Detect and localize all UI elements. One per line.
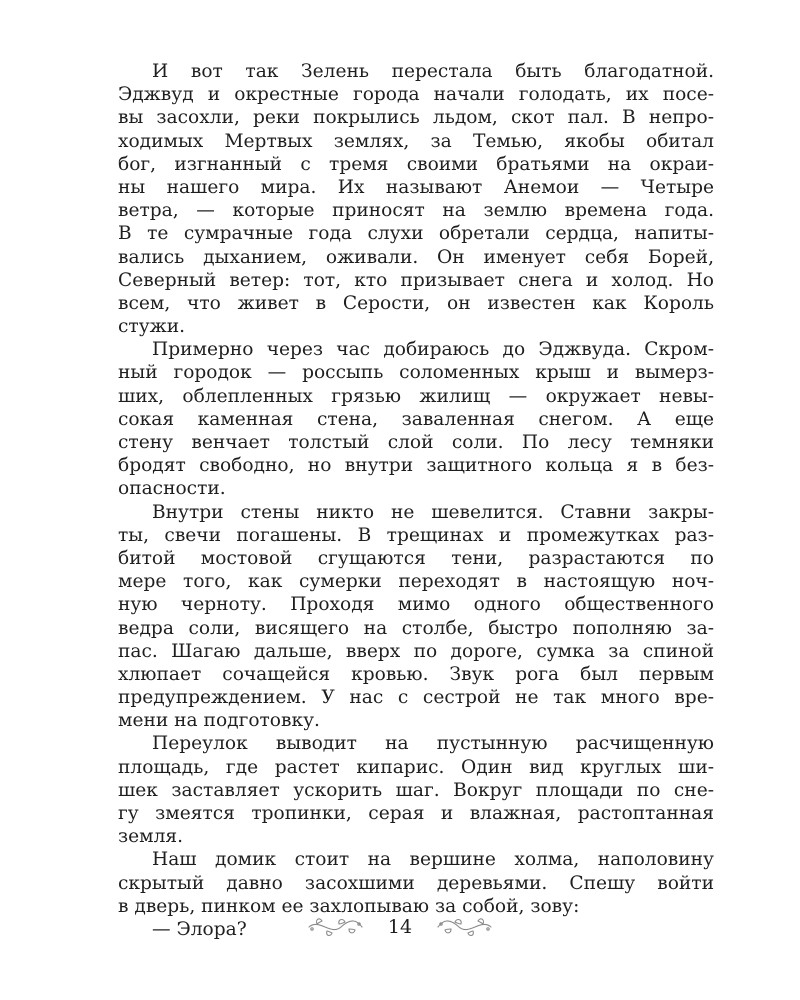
text-line: В те сумрачные года слухи обретали сердца, напиты- [118, 223, 714, 245]
page-footer [0, 910, 800, 944]
paragraph [118, 338, 714, 500]
text-line: в дверь, пинком ее захлопываю за собой, зову: [118, 895, 580, 917]
text-line: сокая каменная стена, заваленная снегом. А еще [118, 408, 714, 430]
dialogue-line: — Элора? [152, 918, 247, 940]
text-line: опасности. [118, 478, 226, 500]
text-line: гу змеятся тропинки, серая и влажная, растоптанная [118, 803, 714, 824]
text-line: бог, изгнанный с тремя своими братьями на окраи- [118, 153, 714, 175]
text-line: Северный ветер: тот, кто призывает снега и холод. Но [118, 269, 714, 291]
text-line: вались дыханием, оживали. Он именует себя Борей, [118, 246, 714, 268]
text-line: бродят свободно, но внутри защитного кольца я в без- [118, 455, 714, 477]
paragraph [118, 732, 714, 848]
text-line: мере того, как сумерки переходят в настоящую ноч- [118, 571, 714, 593]
text-line: Эджвуд и окрестные города начали голодать, их посе- [118, 84, 714, 106]
text-line: Переулок выводит на пустынную расчищенную [152, 733, 714, 755]
text-line: ную черноту. Проходя мимо одного общественного [118, 594, 714, 616]
page-number: 14 [387, 916, 413, 938]
text-line: земля. [118, 826, 184, 848]
text-line: стужи. [118, 316, 186, 338]
text-line: Внутри стены никто не шевелится. Ставни закры- [152, 501, 714, 523]
text-line: ный городок — россыпь соломенных крыш и вымерз- [118, 362, 714, 384]
floral-ornament-icon [305, 914, 365, 940]
book-page-body [118, 60, 714, 941]
text-line: скрытый давно засохшими деревьями. Спешу войти [118, 872, 714, 894]
text-line: ших, облепленных грязью жилищ — окружает невы- [118, 385, 714, 407]
text-line: Примерно через час добираюсь до Эджвуда. Скром- [152, 339, 714, 361]
paragraph [118, 60, 714, 338]
text-line: И вот так Зелень перестала быть благодатной. [152, 61, 714, 82]
text-line: битой мостовой сгущаются тени, разрастаются по [118, 547, 714, 569]
text-line: ведра соли, висящего на столбе, быстро пополняю за- [118, 617, 714, 639]
text-line: вы засохли, реки покрылись льдом, скот пал. В непро- [118, 107, 714, 129]
text-line: пас. Шагаю дальше, вверх по дороге, сумка за спиной [118, 640, 714, 662]
text-line: ты, свечи погашены. В трещинах и промежутках раз- [118, 524, 714, 546]
floral-ornament-icon [435, 914, 495, 940]
text-line: мени на подготовку. [118, 710, 320, 732]
text-line: шек заставляет ускорить шаг. Вокруг площади по сне- [118, 779, 714, 801]
text-line: предупреждением. У нас с сестрой не так много вре- [118, 687, 714, 709]
text-line: всем, что живет в Серости, он известен как Король [118, 292, 714, 314]
paragraph [118, 501, 714, 733]
text-line: ны нашего мира. Их называют Анемои — Четыре [118, 176, 714, 198]
text-line: хлюпает сочащейся кровью. Звук рога был первым [118, 663, 714, 685]
text-line: Наш домик стоит на вершине холма, наполовину [152, 849, 714, 871]
text-line: площадь, где растет кипарис. Один вид круглых ши- [118, 756, 714, 778]
text-line: ветра, — которые приносят на землю времена года. [118, 200, 714, 222]
text-line: стену венчает толстый слой соли. По лесу темняки [118, 432, 714, 453]
text-line: ходимых Мертвых землях, за Темью, якобы обитал [118, 130, 714, 152]
